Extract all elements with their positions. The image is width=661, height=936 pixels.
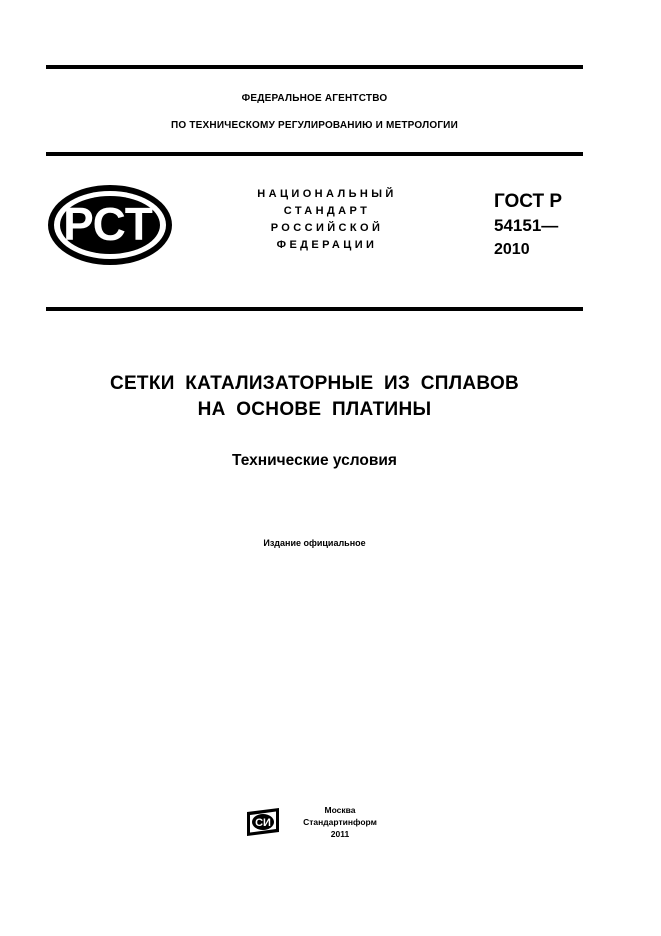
publisher-city: Москва — [324, 805, 356, 815]
publisher-logo-text: СИ — [255, 817, 271, 829]
natstd-line-3: РОССИЙСКОЙ — [270, 222, 384, 234]
natstd-line-2: СТАНДАРТ — [283, 205, 371, 217]
standartinform-logo-icon — [245, 806, 283, 838]
rst-mark-text: РСТ — [63, 198, 153, 250]
national-standard-block — [232, 186, 422, 254]
publisher-year: 2011 — [330, 829, 350, 839]
standard-designation — [494, 190, 562, 262]
rst-mark-icon — [46, 183, 174, 267]
designation-number: 54151— — [494, 216, 559, 235]
edition-note: Издание официальное — [263, 538, 366, 548]
document-title-line-1: СЕТКИ КАТАЛИЗАТОРНЫЕ ИЗ СПЛАВОВ — [109, 373, 520, 394]
block-bottom-rule — [46, 307, 583, 311]
designation-prefix: ГОСТ Р — [494, 191, 563, 212]
designation-year: 2010 — [494, 241, 530, 258]
agency-line-2: ПО ТЕХНИЧЕСКОМУ РЕГУЛИРОВАНИЮ И МЕТРОЛОГИИ — [171, 120, 458, 131]
top-rule — [46, 65, 583, 69]
publisher-name: Стандартинформ — [303, 817, 377, 827]
header-bottom-rule — [46, 152, 583, 156]
document-subtitle: Технические условия — [232, 452, 397, 469]
publisher-imprint — [292, 804, 388, 840]
agency-line-1: ФЕДЕРАЛЬНОЕ АГЕНТСТВО — [241, 93, 388, 104]
document-title-line-2: НА ОСНОВЕ ПЛАТИНЫ — [197, 399, 432, 420]
natstd-line-1: НАЦИОНАЛЬНЫЙ — [257, 188, 397, 200]
natstd-line-4: ФЕДЕРАЦИИ — [276, 239, 378, 251]
